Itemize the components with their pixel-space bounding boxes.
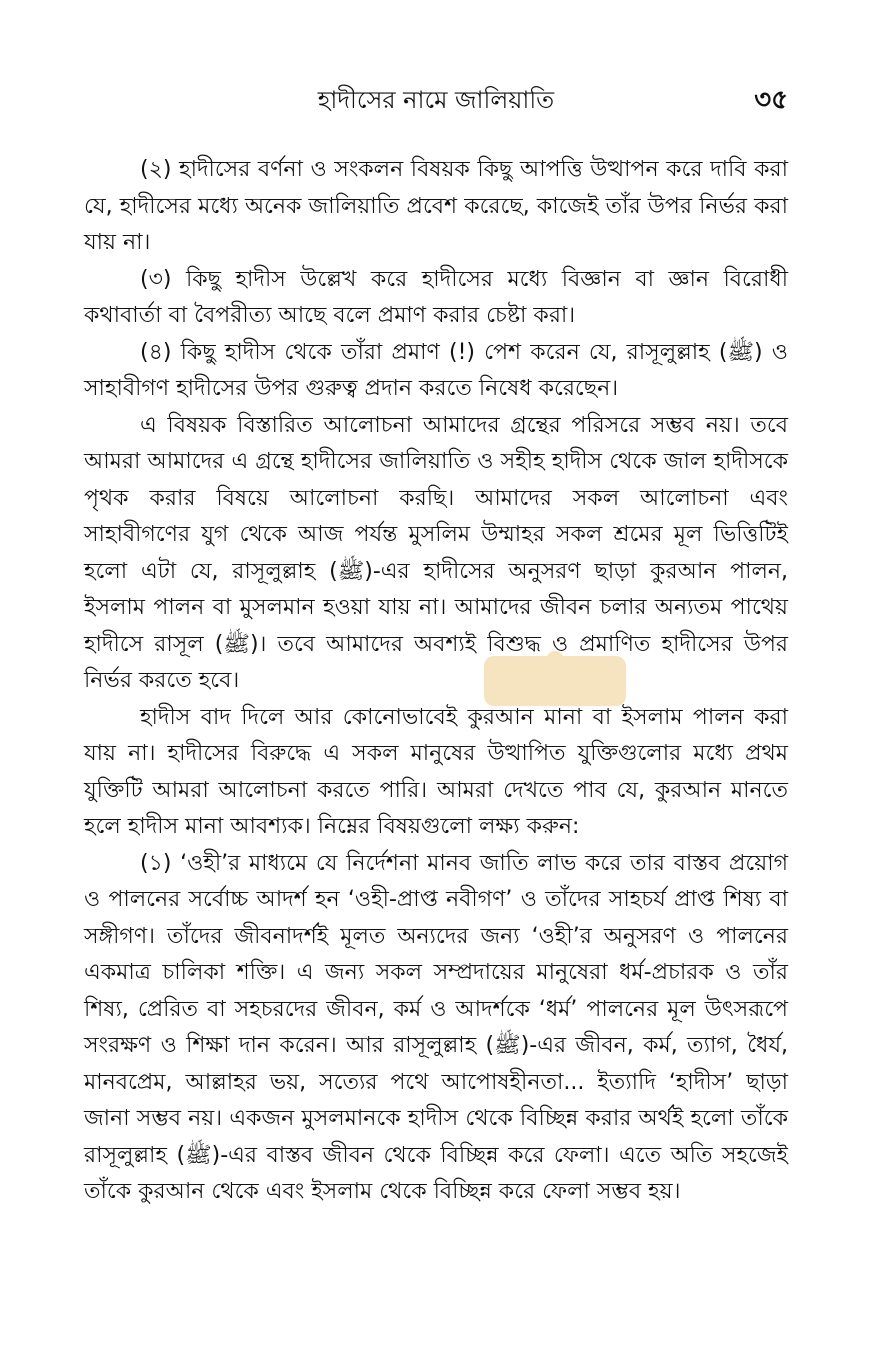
- paragraph-point-4: (৪) কিছু হাদীস থেকে তাঁরা প্রমাণ (!) পেশ করেন যে, রাসূলুল্লাহ (ﷺ) ও সাহাবীগণ হাদীসের উপর গুরুত্ব প্রদান করতে নিষেধ করেছেন।: [84, 339, 788, 401]
- paragraph-hadith-necessity: হাদীস বাদ দিলে আর কোনোভাবেই কুরআন মানা বা ইসলাম পালন করা যায় না। হাদীসের বিরুদ্ধে এ সকল মানুষের উত্থাপিত যুক্তিগুলোর মধ্যে প্রথম যুক্তিটি আমরা আলোচনা করতে পারি। আমরা দেখতে পাব যে, কুরআন মানতে হলে হাদীস মানা আবশ্যক। নিম্নের বিষয়গুলো লক্ষ্য করুন:: [84, 704, 788, 839]
- page-header: [84, 80, 788, 138]
- paragraph-point-3: (৩) কিছু হাদীস উল্লেখ করে হাদীসের মধ্যে বিজ্ঞান বা জ্ঞান বিরোধী কথাবার্তা বা বৈপরীত্য আছে বলে প্রমাণ করার চেষ্টা করা।: [84, 266, 788, 328]
- paragraph-point-1: (১) ‘ওহী’র মাধ্যমে যে নির্দেশনা মানব জাতি লাভ করে তার বাস্তব প্রয়োগ ও পালনের সর্বোচ্চ আদর্শ হন ‘ওহী-প্রাপ্ত নবীগণ’ ও তাঁদের সাহচর্য প্রাপ্ত শিষ্য বা সঙ্গীগণ। তাঁদের জীবনাদর্শই মূলত অন্যদের জন্য ‘ওহী’র অনুসরণ ও পালনের একমাত্র চালিকা শক্তি। এ জন্য সকল সম্প্রদায়ের মানুষেরা ধর্ম-প্রচারক ও তাঁর শিষ্য, প্রেরিত বা সহচরদের জীবন, কর্ম ও আদর্শকে ‘ধর্ম’ পালনের মূল উৎসরূপে সংরক্ষণ ও শিক্ষা দান করেন। আর রাসূলুল্লাহ (ﷺ)-এর জীবন, কর্ম, ত্যাগ, ধৈর্য, মানবপ্রেম, আল্লাহর ভয়, সত্যের পথে আপোষহীনতা... ইত্যাদি ‘হাদীস’ ছাড়া জানা সম্ভব নয়। একজন মুসলমানকে হাদীস থেকে বিচ্ছিন্ন করার অর্থই হলো তাঁকে রাসূলুল্লাহ (ﷺ)-এর বাস্তব জীবন থেকে বিচ্ছিন্ন করে ফেলা। এতে অতি সহজেই তাঁকে কুরআন থেকে এবং ইসলাম থেকে বিচ্ছিন্ন করে ফেলা সম্ভব হয়।: [84, 850, 788, 1204]
- running-title: হাদীসের নামে জালিয়াতি: [317, 86, 555, 114]
- paragraph-point-2: (২) হাদীসের বর্ণনা ও সংকলন বিষয়ক কিছু আপত্তি উত্থাপন করে দাবি করা যে, হাদীসের মধ্যে অনেক জালিয়াতি প্রবেশ করেছে, কাজেই তাঁর উপর নির্ভর করা যায় না।: [84, 157, 788, 255]
- paragraph-discussion: এ বিষয়ক বিস্তারিত আলোচনা আমাদের গ্রন্থের পরিসরে সম্ভব নয়। তবে আমরা আমাদের এ গ্রন্থে হাদীসের জালিয়াতি ও সহীহ হাদীস থেকে জাল হাদীসকে পৃথক করার বিষয়ে আলোচনা করছি। আমাদের সকল আলোচনা এবং সাহাবীগণের যুগ থেকে আজ পর্যন্ত মুসলিম উম্মাহর সকল শ্রমের মূল ভিত্তিটিই হলো এটা যে, রাসূলুল্লাহ (ﷺ)-এর হাদীসের অনুসরণ ছাড়া কুরআন পালন, ইসলাম পালন বা মুসলমান হওয়া যায় না। আমাদের জীবন চলার অন্যতম পাথেয় হাদীসে রাসূল (ﷺ)। তবে আমাদের অবশ্যই বিশুদ্ধ ও প্রমাণিত হাদীসের উপর নির্ভর করতে হবে।: [84, 412, 789, 693]
- body-text: [84, 152, 788, 1211]
- page-number: ৩৫: [754, 85, 788, 115]
